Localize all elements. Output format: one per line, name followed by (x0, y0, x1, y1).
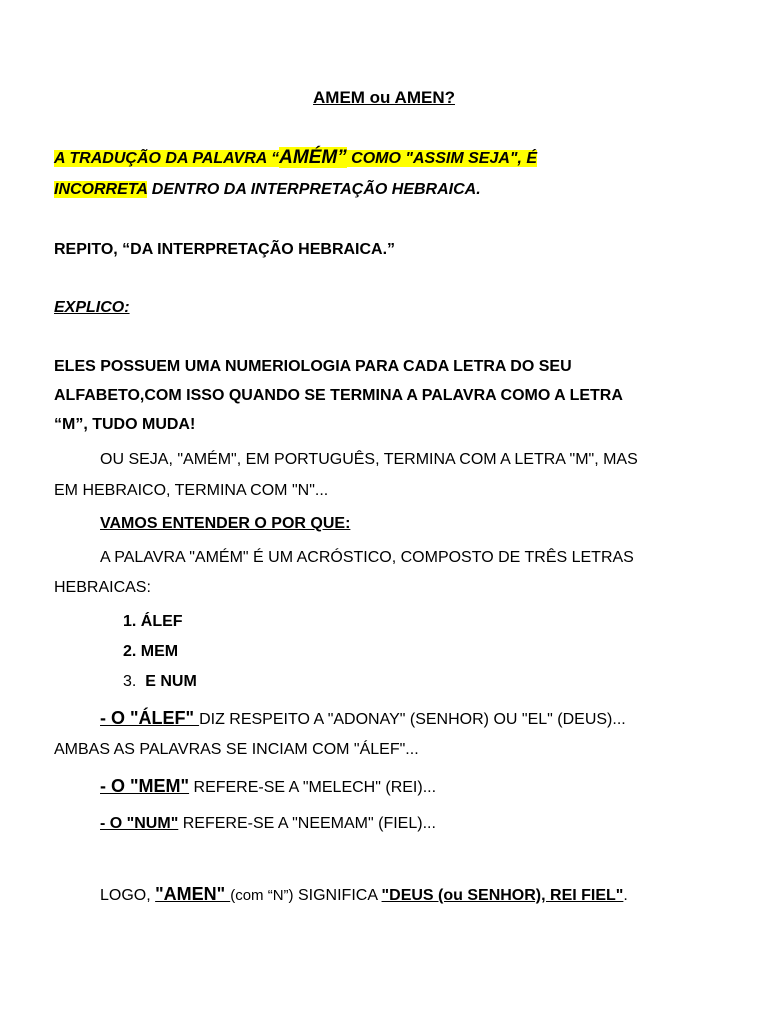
list-item (123, 612, 183, 632)
list-number: 3. (123, 673, 137, 690)
text-alef: DIZ RESPEITO A "ADONAY" (SENHOR) OU "EL" (DEUS)... (199, 711, 626, 728)
list-text: E NUM (145, 673, 197, 690)
page-title: AMEM ou AMEN? (313, 88, 455, 107)
text-period: . (623, 887, 628, 904)
paragraph-alef-line1 (100, 708, 626, 730)
label-mem: - O "MEM" (100, 776, 190, 796)
paragraph-logo (100, 884, 628, 906)
text-dentro: DENTRO DA INTERPRETAÇÃO HEBRAICA. (147, 181, 481, 198)
list-item (123, 672, 197, 692)
paragraph-eles-line1: ELES POSSUEM UMA NUMERIOLOGIA PARA CADA LETRA DO SEU (54, 358, 572, 375)
text-com-n: (com “N”) (230, 887, 294, 904)
text-num: REFERE-SE A "NEEMAM" (FIEL)... (178, 815, 436, 832)
label-amen: "AMEN" (155, 884, 231, 904)
list-number: 1. (123, 613, 137, 630)
paragraph-traducao-line1 (54, 148, 537, 169)
list-number: 2. (123, 643, 137, 660)
paragraph-traducao-line2 (54, 180, 481, 200)
paragraph-eles-line2: ALFABETO,COM ISSO QUANDO SE TERMINA A PALAVRA COMO A LETRA (54, 387, 623, 404)
text-logo: LOGO, (100, 887, 156, 904)
text-deus-rei-fiel: "DEUS (ou SENHOR), REI FIEL" (381, 887, 624, 904)
highlight-text: A TRADUÇÃO DA PALAVRA “ (54, 150, 280, 167)
paragraph-alef-line2: AMBAS AS PALAVRAS SE INCIAM COM "ÁLEF"... (54, 741, 419, 758)
heading-explico: EXPLICO: (54, 299, 130, 316)
paragraph-num (100, 814, 436, 834)
label-num: - O "NUM" (100, 815, 179, 832)
list-item (123, 642, 178, 662)
paragraph-mem (100, 776, 436, 798)
highlight-text: COMO "ASSIM SEJA", É (346, 150, 538, 167)
heading-vamos-entender: VAMOS ENTENDER O POR QUE: (100, 515, 351, 532)
text-significa: SIGNIFICA (293, 887, 382, 904)
label-alef: - O "ÁLEF" (100, 708, 200, 728)
text-mem: REFERE-SE A "MELECH" (REI)... (189, 779, 437, 796)
highlight-amem: AMÉM” (279, 147, 347, 168)
list-text: ÁLEF (140, 613, 183, 630)
paragraph-palavra-line2: HEBRAICAS: (54, 579, 151, 596)
paragraph-ouseja-line2: EM HEBRAICO, TERMINA COM "N"... (54, 482, 329, 499)
paragraph-eles-line3: “M”, TUDO MUDA! (54, 416, 196, 433)
list-text: MEM (140, 643, 179, 660)
paragraph-palavra-line1: A PALAVRA "AMÉM" É UM ACRÓSTICO, COMPOSTO DE TRÊS LETRAS (100, 549, 634, 566)
paragraph-ouseja-line1: OU SEJA, "AMÉM", EM PORTUGUÊS, TERMINA COM A LETRA "M", MAS (100, 451, 638, 468)
paragraph-repito: REPITO, “DA INTERPRETAÇÃO HEBRAICA.” (54, 241, 396, 258)
highlight-incorreta: INCORRETA (54, 181, 148, 198)
